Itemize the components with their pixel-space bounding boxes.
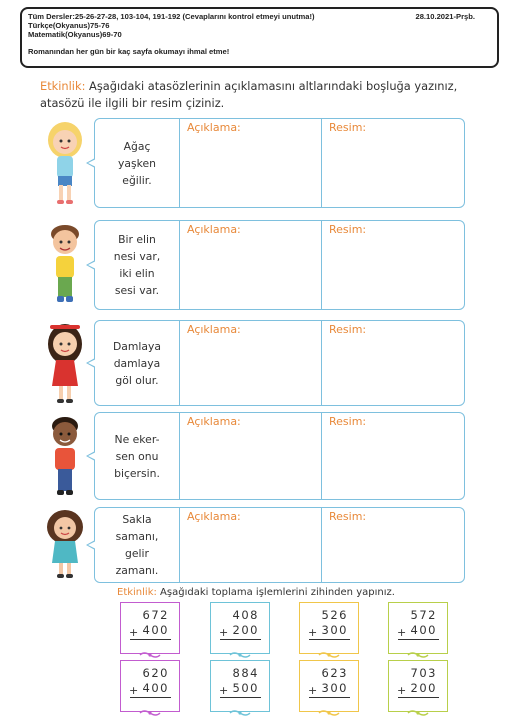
header-date: 28.10.2021-Prşb. [415,12,475,21]
proverb-row [40,507,465,583]
sum-line [130,697,171,698]
proverb-row [40,220,465,310]
picture-label: Resim: [329,510,367,523]
kid-girl-brown-icon [40,507,90,583]
proverb-text: Bir elin nesi var, iki elin sesi var. [95,221,179,309]
addition-box [388,602,448,654]
activity1-instructions [40,78,465,112]
kid-boy-dark-icon [40,412,90,500]
card-divider [179,221,180,309]
card-divider [321,413,322,499]
proverb-card [94,220,465,310]
plus-sign: + [308,684,318,697]
addend-2: 300 [321,681,348,695]
homework-header-box [20,7,499,68]
addition-box [388,660,448,712]
proverb-row [40,118,465,208]
addition-box [120,660,180,712]
card-divider [179,321,180,405]
ornament-icon [317,709,341,717]
addition-box [120,602,180,654]
plus-sign: + [219,626,229,639]
sum-line [130,639,171,640]
header-line-1: Tüm Dersler:25-26-27-28, 103-104, 191-192 (Cevaplarını kontrol etmeyi unutma!) [28,12,315,21]
plus-sign: + [219,684,229,697]
kid-boy-icon [40,220,90,310]
card-divider [321,321,322,405]
header-line-3: Matematik(Okyanus)69-70 [28,30,122,39]
plus-sign: + [397,626,407,639]
addend-1: 672 [142,608,169,622]
addition-box [299,660,359,712]
activity1-text: Aşağıdaki atasözlerinin açıklamasını altlarındaki boşluğa yazınız, atasözü ile ilgili bir resim çiziniz. [40,79,458,110]
addend-2: 400 [142,681,169,695]
proverb-row [40,412,465,500]
card-divider [321,221,322,309]
kid-girl-red-icon [40,320,90,406]
picture-label: Resim: [329,223,367,236]
addend-1: 408 [232,608,259,622]
addend-2: 400 [410,623,437,637]
proverb-row [40,320,465,406]
explanation-label: Açıklama: [187,323,241,336]
addend-2: 500 [232,681,259,695]
addend-1: 620 [142,666,169,680]
addend-1: 623 [321,666,348,680]
addend-2: 200 [232,623,259,637]
activity2-tag: Etkinlik: [117,587,157,598]
proverb-card [94,507,465,583]
explanation-label: Açıklama: [187,415,241,428]
plus-sign: + [129,626,139,639]
sum-line [309,639,350,640]
proverb-text: Sakla samanı, gelir zamanı. [95,508,179,582]
addition-box [210,660,270,712]
plus-sign: + [397,684,407,697]
addend-2: 400 [142,623,169,637]
addition-box [299,602,359,654]
plus-sign: + [308,626,318,639]
ornament-icon [138,651,162,659]
proverb-text: Ne eker- sen onu biçersin. [95,413,179,499]
proverb-card [94,412,465,500]
header-line-2: Türkçe(Okyanus)75-76 [28,21,110,30]
header-note: Romanından her gün bir kaç sayfa okumayı ihmal etme! [28,47,230,56]
sum-line [398,639,439,640]
sum-line [309,697,350,698]
ornament-icon [406,709,430,717]
proverb-card [94,118,465,208]
proverb-card [94,320,465,406]
proverb-text: Ağaç yaşken eğilir. [95,119,179,207]
card-divider [179,508,180,582]
addend-1: 884 [232,666,259,680]
ornament-icon [406,651,430,659]
ornament-icon [228,651,252,659]
activity1-tag: Etkinlik: [40,79,86,93]
picture-label: Resim: [329,121,367,134]
ornament-icon [317,651,341,659]
explanation-label: Açıklama: [187,121,241,134]
ornament-icon [138,709,162,717]
sum-line [220,639,261,640]
card-divider [179,119,180,207]
addend-1: 526 [321,608,348,622]
activity2-text: Aşağıdaki toplama işlemlerini zihinden yapınız. [156,587,395,598]
plus-sign: + [129,684,139,697]
proverb-text: Damlaya damlaya göl olur. [95,321,179,405]
addend-1: 572 [410,608,437,622]
explanation-label: Açıklama: [187,510,241,523]
picture-label: Resim: [329,415,367,428]
addend-2: 300 [321,623,348,637]
sum-line [220,697,261,698]
addend-1: 703 [410,666,437,680]
kid-blonde-girl-icon [40,118,90,208]
explanation-label: Açıklama: [187,223,241,236]
card-divider [179,413,180,499]
ornament-icon [228,709,252,717]
sum-line [398,697,439,698]
card-divider [321,119,322,207]
addend-2: 200 [410,681,437,695]
activity2-instructions [117,587,395,598]
card-divider [321,508,322,582]
addition-box [210,602,270,654]
picture-label: Resim: [329,323,367,336]
